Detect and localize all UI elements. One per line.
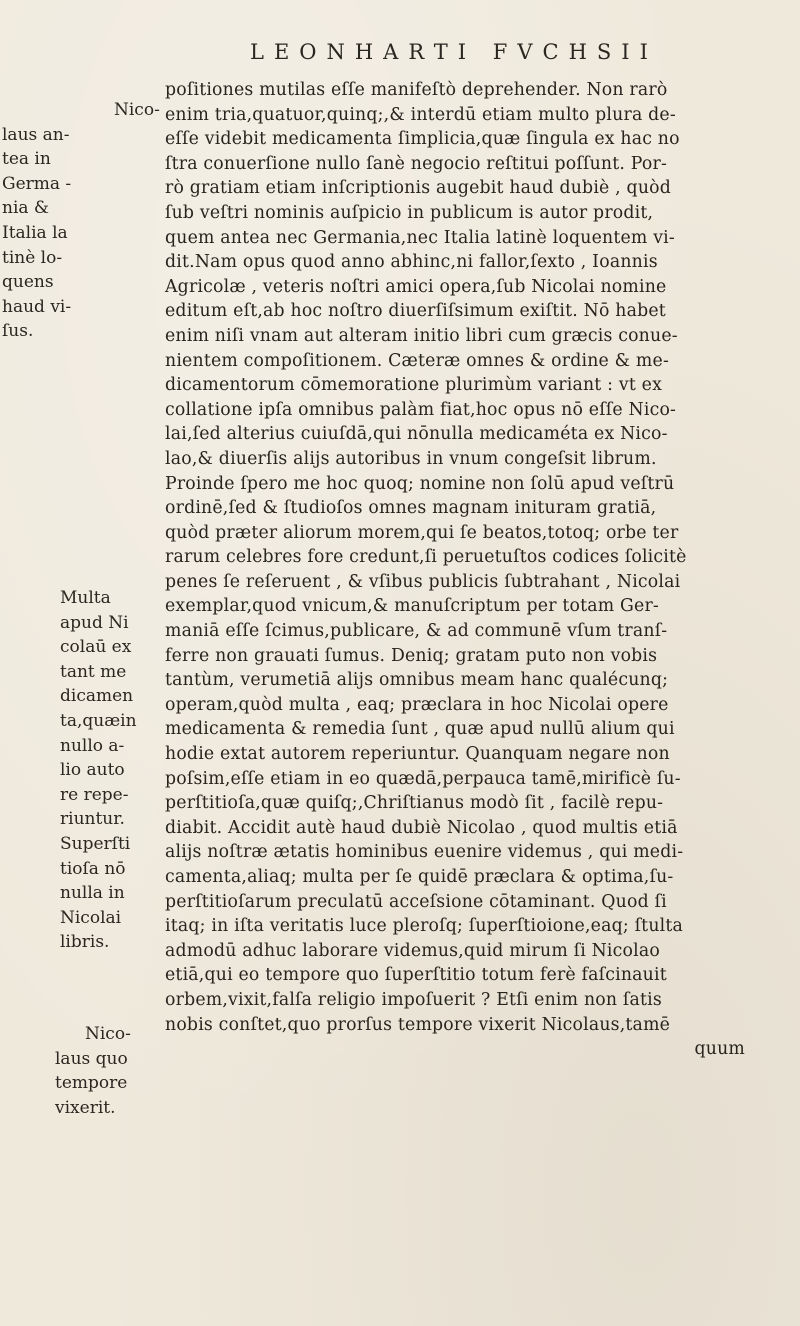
text-line: poſsim,eſſe etiam in eo quædā,perpauca tamē,mirificè ſu- [165,768,681,789]
text-line: exemplar,quod vnicum,& manuſcriptum per totam Ger- [165,596,659,617]
text-line: quem antea nec Germania,nec Italia latinè loquentem vi- [165,227,675,248]
text-line: maniā eſſe ſcimus,publicare, & ad communē vſum tranſ- [165,621,668,642]
margin-line: laus quo [55,1048,128,1069]
text-line: perſtitioſarum preculatū acceſsione cōtaminant. Quod ſi [165,891,667,912]
margin-line: nulla in [60,883,125,904]
text-line: hodie extat autorem reperiuntur. Quanquam negare non [165,744,670,765]
text-line: tantùm, verumetiā alijs omnibus meam hanc qualécunq; [165,670,669,691]
main-text-block [165,78,770,1062]
margin-line: lio auto [60,760,125,781]
margin-line: dicamen [60,686,134,707]
margin-line: Nico- [85,1024,131,1044]
margin-line: tant me [60,661,127,682]
margin-line: ta,quæin [60,710,137,731]
margin-line: laus an- [2,124,70,145]
text-line: ſtra conuerſione nullo ſanè negocio reſtitui poſſunt. Por- [165,153,668,174]
text-line: Proinde ſpero me hoc quoq; nomine non ſolū apud veſtrū [165,473,675,494]
text-line: admodū adhuc laborare videmus,quid mirum ſi Nicolao [165,940,660,961]
text-line: lao,& diuerſis alijs autoribus in vnum congeſsit librum. [165,448,657,469]
text-line: poſitiones mutilas eſſe manifeſtò deprehender. Non rarò [165,80,668,100]
text-line: dicamentorum cōmemoratione plurimùm variant : vt ex [165,375,663,396]
text-line: itaq; in iſta veritatis luce pleroſq; ſuperſtioione,eaq; ſtulta [165,916,684,937]
text-line: enim niſi vnam aut alteram initio libri cum græcis conue- [165,325,678,346]
margin-line: nia & [2,198,50,219]
margin-line: vixerit. [55,1097,116,1118]
margin-line: colaū ex [60,637,132,658]
margin-line: libris. [60,932,110,953]
margin-line: nullo a- [60,735,125,756]
margin-line: apud Ni [60,612,129,633]
text-line: ferre non grauati ſumus. Deniq; gratam puto non vobis [165,645,658,666]
margin-line: tinè lo- [2,247,63,268]
margin-line: Superſti [60,833,131,854]
text-line: editum eſt,ab hoc noſtro diuerſiſsimum exiſtit. Nō habet [165,301,666,322]
text-line: quòd præter aliorum morem,qui ſe beatos,totoq; orbe ter [165,522,679,543]
text-line: enim tria,quatuor,quinq;,& interdū etiam multo plura de- [165,104,676,125]
text-line: lai,ſed alterius cuiuſdā,qui nōnulla medicaméta ex Nico- [165,424,668,445]
text-line: rarum celebres fore credunt,ſi peruetuſtos codices ſolicitè [165,547,687,568]
margin-line: Italia la [2,222,68,243]
margin-line: tioſa nō [60,858,126,879]
text-line: nientem compoſitionem. Cæteræ omnes & ordine & me- [165,350,669,371]
margin-line: Nico- [114,100,160,120]
text-line: collatione ipſa omnibus palàm fiat,hoc opus nō eſſe Nico- [165,399,677,420]
text-line: medicamenta & remedia ſunt , quæ apud nullū alium qui [165,719,675,740]
margin-line: haud vi- [2,296,72,317]
margin-line: Multa [60,588,111,608]
text-line: ſub veſtri nominis auſpicio in publicum is autor prodit, [165,202,654,223]
text-line: Agricolæ , veteris noſtri amici opera,ſub Nicolai nomine [165,276,667,297]
margin-line: quens [2,272,54,293]
margin-line: Germa - [2,173,72,194]
text-line: camenta,aliaq; multa per ſe quidē præclara & optima,ſu- [165,867,674,887]
text-line: penes ſe reſeruent , & vſibus publicis ſubtrahant , Nicolai [165,571,681,592]
running-head: LEONHARTI FVCHSII [250,40,658,64]
margin-line: re repe- [60,784,129,805]
margin-line: riuntur. [60,809,125,830]
text-line: nobis conſtet,quo prorſus tempore vixerit Nicolaus,tamē [165,1014,671,1035]
margin-line: tea in [2,149,51,170]
margin-line: tempore [55,1073,128,1094]
catchword: quum [694,1039,745,1060]
text-line: rò gratiam etiam inſcriptionis augebit haud dubiè , quòd [165,178,672,199]
margin-line: ſus. [2,321,34,342]
text-line: ordinē,ſed & ſtudioſos omnes magnam inituram gratiā, [165,498,657,519]
margin-line: Nicolai [60,907,122,928]
text-line: operam,quòd multa , eaq; præclara in hoc Nicolai opere [165,694,669,715]
text-line: perſtitioſa,quæ quiſq;,Chriſtianus modò ſit , facilè repu- [165,793,664,814]
text-line: orbem,vixit,falſa religio impoſuerit ? Etſi enim non ſatis [165,989,662,1010]
text-line: diabit. Accidit autè haud dubiè Nicolao , quod multis etiā [165,817,678,838]
margin-note-nicolaus-latine [0,98,160,344]
text-line: dit.Nam opus quod anno abhinc,ni fallor,ſexto , Ioannis [165,252,658,273]
text-line: etiā,qui eo tempore quo ſuperſtitio totum ferè faſcinauit [165,965,667,986]
text-line: eſſe videbit medicamenta ſimplicia,quæ ſingula ex hac no [165,129,680,150]
text-line: alijs noſtræ ætatis hominibus euenire videmus , qui medi- [165,842,684,863]
